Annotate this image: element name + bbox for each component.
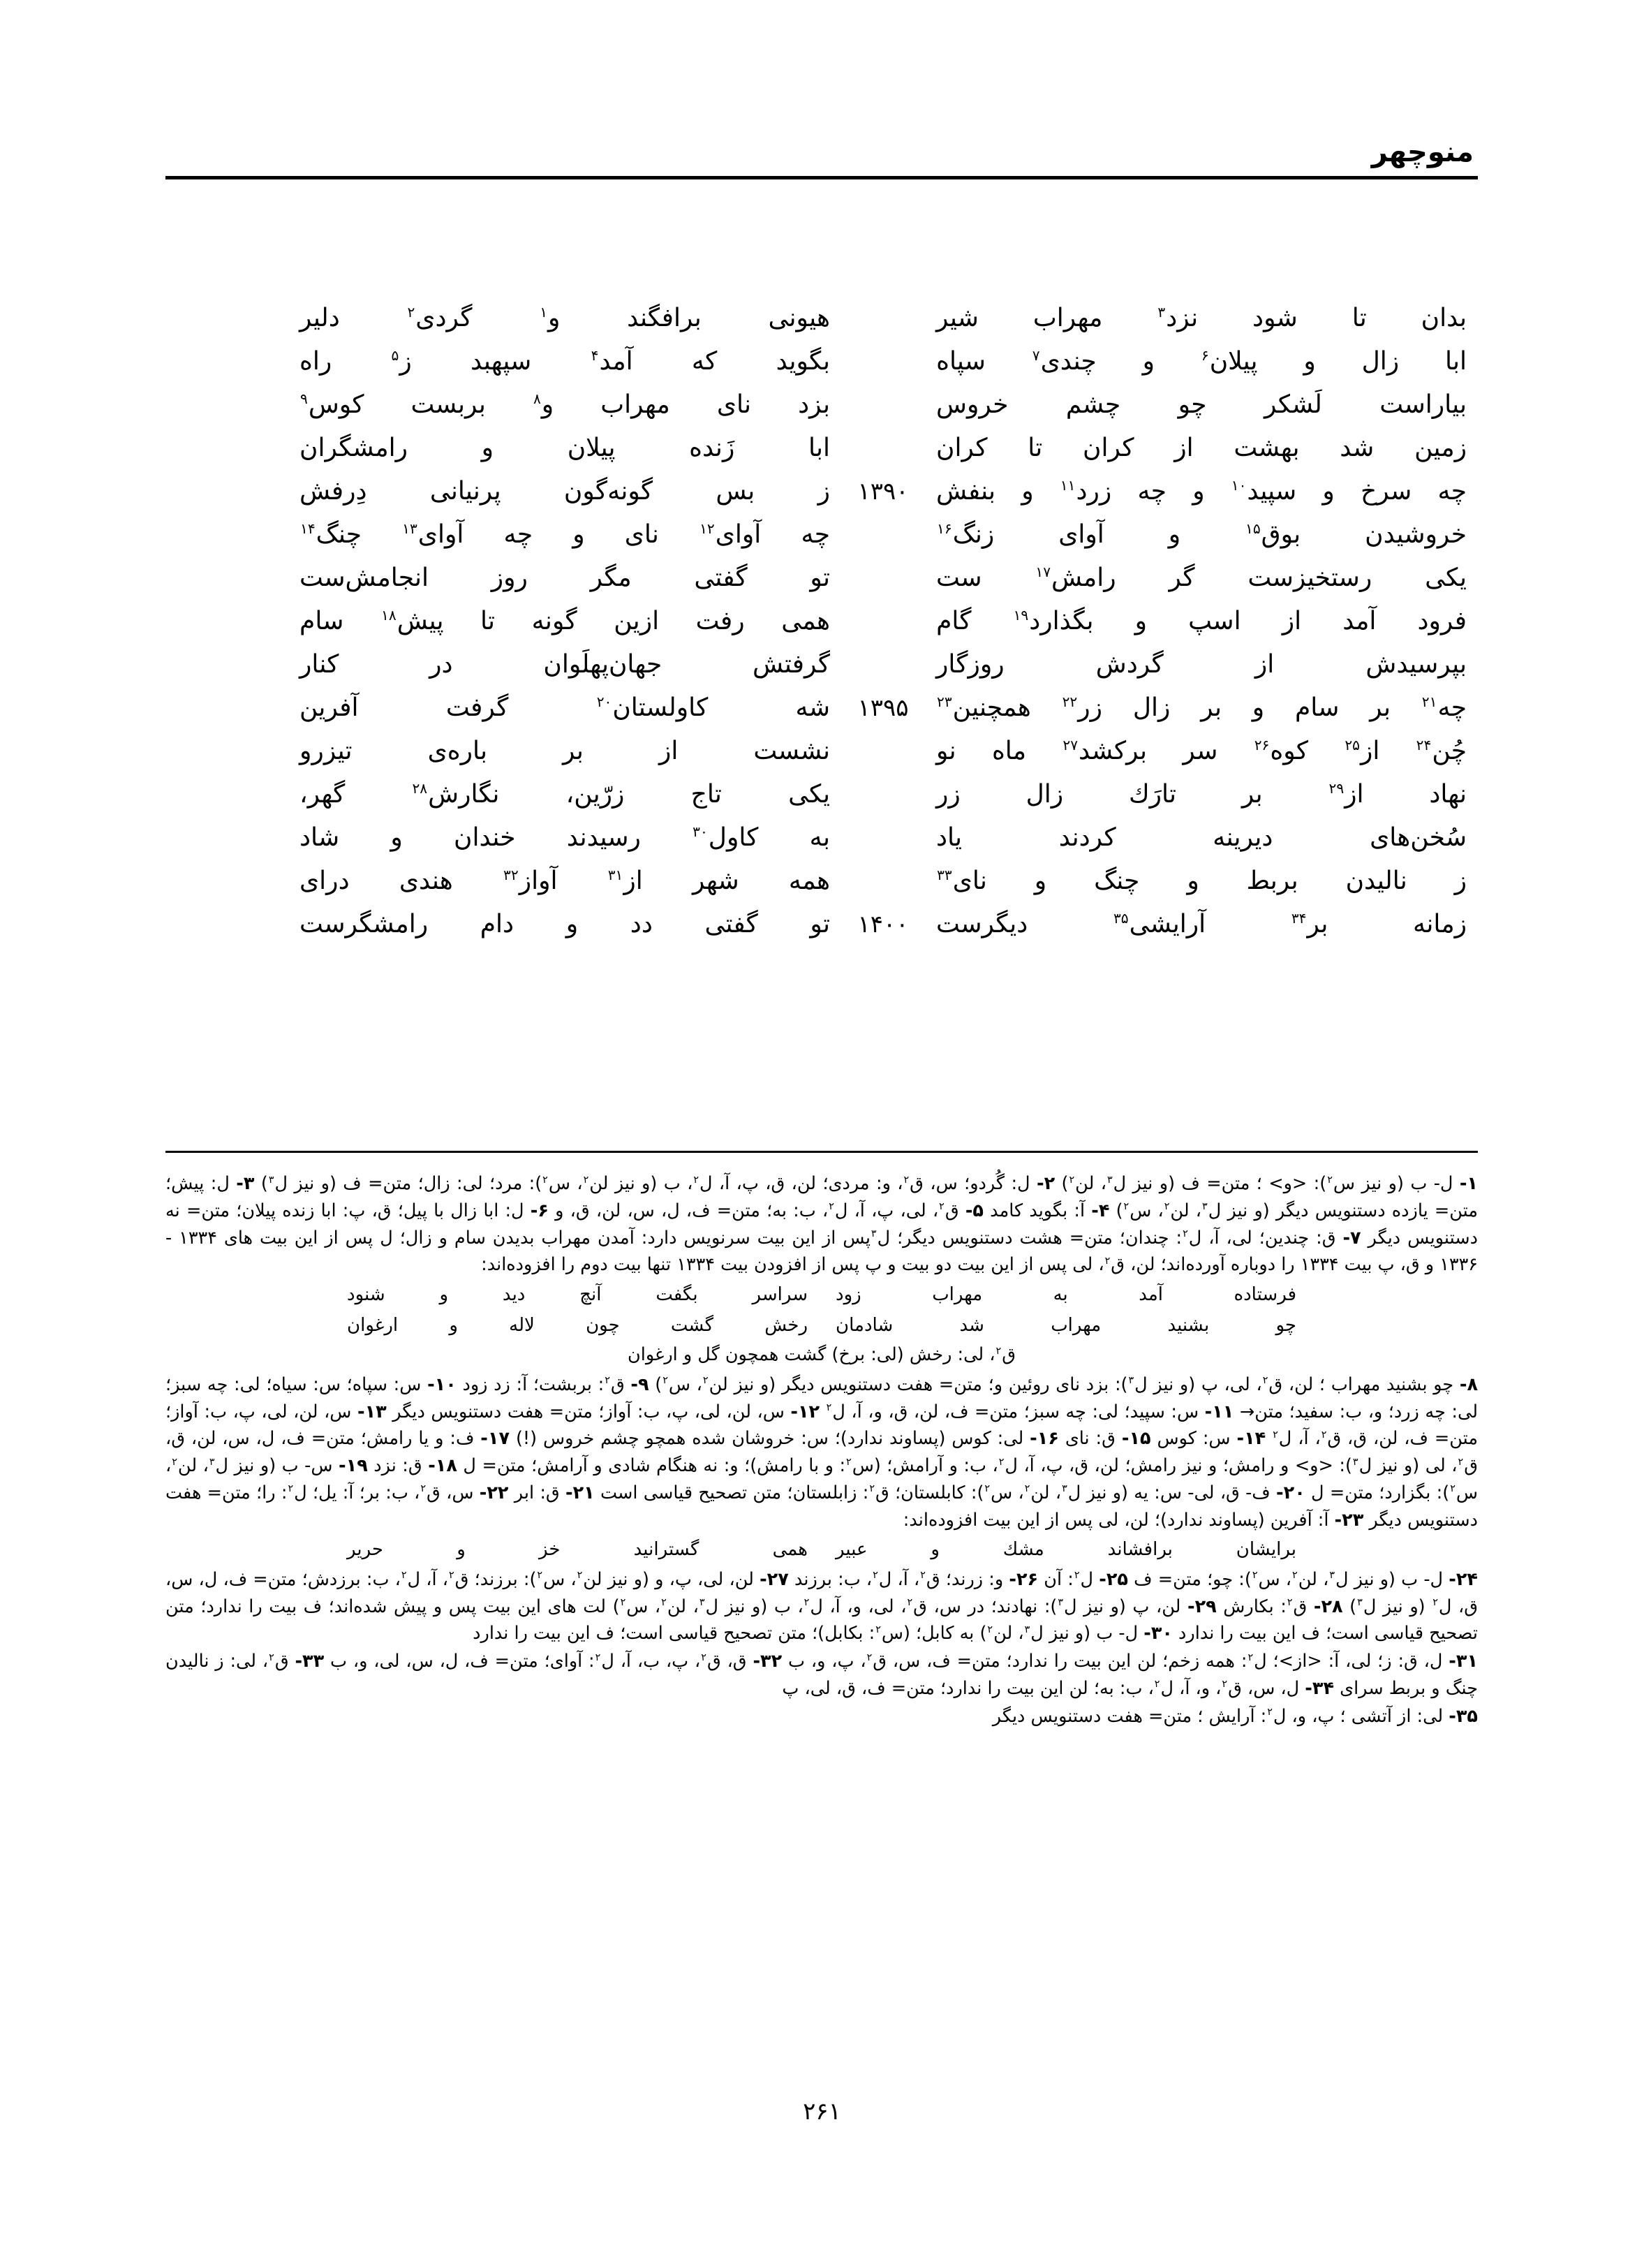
verse-row [165, 517, 1478, 560]
hemistich-left: چه$^{۲۱}$ بر سام و بر زال زر$^{۲۲}$ همچنین$^{۲۳}$ [937, 693, 1467, 722]
hemistich-right: تو گفتی مگر روز انجامش‌ست [299, 564, 830, 592]
verse-row [165, 344, 1478, 387]
hemistich-right: هیونی برافگند و$^۱$ گردی$^۲$ دلیر [299, 304, 830, 332]
hemistich-right: همی رفت ازین گونه تا پیش$^{۱۸}$ سام [299, 607, 830, 635]
hemistich-left: ابا زال و پیلان$^۶$ و چندی$^۷$ سپاه [936, 347, 1467, 376]
hemistich-left: نهاد از$^{۲۹}$ بر تارَك زال زر [936, 780, 1467, 809]
hemistich-left: چُن$^{۲۴}$ از$^{۲۵}$ کوه$^{۲۶}$ سر برکشد$^{۲۷}$ ماه نو [936, 737, 1467, 765]
running-head [166, 137, 1478, 179]
hemistich-left: خروشیدن بوق$^{۱۵}$ و آوای زنگ$^{۱۶}$ [937, 520, 1467, 549]
verse-row [165, 603, 1478, 647]
hemistich-right: بزد نای مهراب و$^۸$ بربست کوس$^۹$ [300, 390, 830, 419]
verse-row [165, 820, 1478, 863]
verse-row [165, 690, 1478, 733]
hemistich-right: ز بس گونه‌گون پرنیانی دِرفش [299, 477, 830, 506]
apparatus-paragraph: ۲۴- ل- ب (و نیز ل$^۳$، لن$^۲$، س$^۲$): چو؛ متن= ف ۲۵- ل$^۲$: آن ۲۶- و: زرند؛ ق$^۲$، آ، ل$^۲$، ب: برزند ۲۷- لن، لی، پ، و (و نیز لن$^۲$، س$^۲$): برزند؛ ق$^۲$، آ، ل$^۲$، ب: برزدش؛ متن= ف، ل، س، ق، ل$^۲$ (و نیز ل$^۳$) ۲۸- ق$^۲$: بکارش ۲۹- لن، پ (و نیز ل$^۳$): نهادند؛ در س، ق$^۲$، لی، و، آ، ل$^۲$، ب (و نیز ل$^۳$، لن$^۲$، س$^۲$) لت های این بیت پس و پیش شده‌اند؛ ف بیت را ندارد؛ متن تصحیح قیاسی است؛ ف این بیت را ندارد ۳۰- ل- ب (و نیز ل$^۳$، لن$^۲$) به کابل؛ (س$^۲$: بکابل)؛ متن تصحیح قیاسی است؛ ف این بیت را ندارد [165, 1568, 1478, 1644]
verse-row [165, 560, 1478, 603]
quoted-hemistich-right: فرستاده آمد به مهراب زود [836, 1284, 1296, 1305]
verse-row [165, 300, 1478, 344]
apparatus-paragraph: ۳۵- لی: از آتشی ؛ پ، و، ل$^۲$: آرایش ؛ متن= هفت دستنویس دیگر [992, 1705, 1478, 1727]
hemistich-right: تو گفتی دد و دام رامشگرست [299, 910, 830, 938]
critical-apparatus [165, 1170, 1478, 1730]
hemistich-left: زمانه بر$^{۳۴}$ آرایشی$^{۳۵}$ دیگرست [936, 910, 1467, 938]
apparatus-divider [165, 1151, 1478, 1153]
hemistich-right: شه کاولستان$^{۲۰}$ گرفت آفرین [299, 693, 830, 722]
quoted-hemistich-left: سراسر بگفت آنچ دید و شنود [347, 1284, 808, 1305]
hemistich-left: سُخن‌های دیرینه کردند یاد [936, 823, 1467, 852]
quoted-hemistich-left: رخش گشت چون لاله و ارغوان [347, 1314, 808, 1336]
quoted-hemistich-right: چو بشنید مهراب شد شادمان [836, 1314, 1296, 1336]
verse-block [165, 300, 1478, 950]
quoted-couplet [165, 1536, 1478, 1564]
verse-row [165, 776, 1478, 820]
apparatus-paragraph: ۱- ل- ب (و نیز س$^۲$): <و> ؛ متن= ف (و نیز ل$^۳$، لن$^۲$) ۲- ل: گُردو؛ س، ق$^۲$، و: مردی؛ لن، ق، پ، آ، ل$^۲$، ب (و نیز لن$^۲$، س$^۲$): مرد؛ لی: زال؛ متن= ف (و نیز ل$^۳$) ۳- ل: پیش؛ متن= یازده دستنویس دیگر (و نیز ل$^۳$، لن$^۲$، س$^۲$) ۴- آ: بگوید کامد ۵- ق$^۲$، لی، پ، آ، ل$^۲$، ب: به؛ متن= ف، ل، س، لن، ق، و ۶- ل: ابا زال با پیل؛ ق، پ: ابا زنده پیلان؛ متن= نه دستنویس دیگر ۷- ق: چندین؛ لی، آ، ل$^۲$: چندان؛ متن= هشت دستنویس دیگر؛ ل$^۳$پس از این بیت سرنویس دارد: آمدن مهراب بدیدن سام و زال؛ ل پس از این بیت های ۱۳۳۴ - ۱۳۳۶ و ق، پ بیت ۱۳۳۴ را دوباره آورده‌اند؛ لن، ق$^۲$، لی پس از این بیت دو بیت و پ پس از افزودن بیت ۱۳۳۴ تنها بیت دوم را افزوده‌اند: [165, 1173, 1478, 1276]
hemistich-left: بپرسیدش از گردش روزگار [936, 650, 1467, 679]
verse-row [165, 647, 1478, 690]
hemistich-right: بگوید که آمد$^۴$ سپهبد ز$^۵$ راه [299, 347, 830, 376]
hemistich-left: ز نالیدن بربط و چنگ و نای$^{۳۳}$ [937, 867, 1467, 895]
hemistich-left: چه سرخ و سپید$^{۱۰}$ و چه زرد$^{۱۱}$ و بنفش [936, 477, 1467, 506]
apparatus-paragraph: ۳۱- ل، ق: ز؛ لی، آ: <از>؛ ل$^۲$: همه زخم؛ لن این بیت را ندارد؛ متن= ف، س، ق$^۲$، پ، و، ب ۳۲- ق، ق$^۲$، پ، ب، آ، ل$^۲$: آوای؛ متن= ف، ل، س، لی، و، ب ۳۳- ق$^۲$، لی: ز نالیدن چنگ و بربط سرای ۳۴- ل، س، ق$^۲$، و، آ، ل$^۲$، ب: به؛ لن این بیت را ندارد؛ متن= ف، ق، لی، پ [165, 1651, 1479, 1699]
verse-row [165, 863, 1478, 906]
verse-row [165, 473, 1478, 517]
hemistich-right: چه آوای$^{۱۲}$ نای و چه آوای$^{۱۳}$ چنگ$^{۱۴}$ [300, 520, 830, 549]
quoted-couplet [165, 1312, 1478, 1340]
verse-row [165, 430, 1478, 473]
verse-number: ۱۳۹۰ [857, 478, 909, 506]
verse-number: ۱۴۰۰ [857, 911, 909, 938]
hemistich-left: زمین شد بهشت از کران تا کران [936, 434, 1467, 462]
verse-row [165, 387, 1478, 430]
hemistich-right: به کاول$^{۳۰}$ رسیدند خندان و شاد [299, 823, 830, 852]
verse-row [165, 733, 1478, 776]
hemistich-right: یکی تاج زرّین، نگارش$^{۲۸}$ گهر، [299, 780, 830, 809]
hemistich-left: بیاراست لَشکر چو چشم خروس [936, 390, 1467, 419]
hemistich-right: گرفتش جهان‌پهلَوان در کنار [299, 650, 830, 679]
verse-number: ۱۳۹۵ [857, 694, 909, 722]
page-title: منوچهر [1371, 136, 1474, 168]
quoted-couplet [165, 1281, 1478, 1309]
hemistich-left: فرود آمد از اسپ و بگذارد$^{۱۹}$ گام [936, 607, 1467, 635]
apparatus-paragraph: ۸- چو بشنید مهراب ؛ لن، ق$^۲$، لی، پ (و نیز ل$^۳$): بزد نای روئین و؛ متن= هفت دستنویس دیگر (و نیز لن$^۲$، س$^۲$) ۹- ق$^۲$: بربشت؛ آ: زد زود ۱۰- س: سپاه؛ س: سیاه؛ لی: چه سبز؛ لی: چه زرد؛ و، ب: سفید؛ متن→ ۱۱- س: سپید؛ لی: چه سبز؛ متن= ف، لن، ق، و، آ، ل$^۲$ ۱۲- س، لن، لی، پ، ب: آواز؛ متن= هفت دستنویس دیگر ۱۳- س، لن، لی، پ، ب: آواز؛ متن= ف، لن، ق، ق$^۲$، آ، ل$^۲$ ۱۴- س: کوس ۱۵- ق: نای ۱۶- لی: کوس (پساوند ندارد)؛ س: خروشان شده همچو چشم خروس (!) ۱۷- ف: و یا رامش؛ متن= ف، ل، س، لن، ق، ق$^۲$، لی (و نیز ل$^۳$): <و> و رامش؛ و نیز رامش؛ لن، ق، پ، آ، ل$^۲$، ب: و آرامش؛ (س$^۲$: و با رامش)؛ و: نه هنگام شادی و آرامش؛ متن= ل ۱۸- ق: نزد ۱۹- س- ب (و نیز ل$^۳$، لن$^۲$، س$^۲$): بگزارد؛ متن= ل ۲۰- ف- ق، لی- س: یه (و نیز ل$^۳$، لن$^۲$، س$^۲$): کابلستان؛ ق$^۲$: زابلستان؛ متن تصحیح قیاسی است ۲۱- ق: ابر ۲۲- س، ق$^۲$، ب: بر؛ آ: یل؛ ل$^۲$: را؛ متن= هفت دستنویس دیگر ۲۳- آ: آفرین (پساوند ندارد)؛ لن، لی پس از این بیت افزوده‌اند: [165, 1374, 1479, 1531]
hemistich-left: بدان تا شود نزد$^۳$ مهراب شیر [936, 304, 1467, 332]
hemistich-left: یکی رستخیزست گر رامش$^{۱۷}$ ست [936, 564, 1467, 592]
hemistich-right: نشست از بر باره‌ی تیزرو [299, 737, 830, 765]
quoted-hemistich-left: همی گسترانید خز و حریر [347, 1539, 808, 1561]
hemistich-right: همه شهر از$^{۳۱}$ آواز$^{۳۲}$ هندی درای [299, 867, 830, 895]
quoted-variant-line: ق$^۲$، لی: رخش (لی: برخ) گشت همچون گل و ارغوان [628, 1344, 1016, 1366]
header-divider [165, 176, 1478, 179]
quoted-hemistich-right: برایشان برافشاند مشك و عبیر [836, 1539, 1296, 1561]
hemistich-right: ابا زَنده پیلان و رامشگران [299, 434, 830, 462]
verse-row [165, 906, 1478, 950]
folio-number: ۲۶۱ [803, 2098, 841, 2126]
